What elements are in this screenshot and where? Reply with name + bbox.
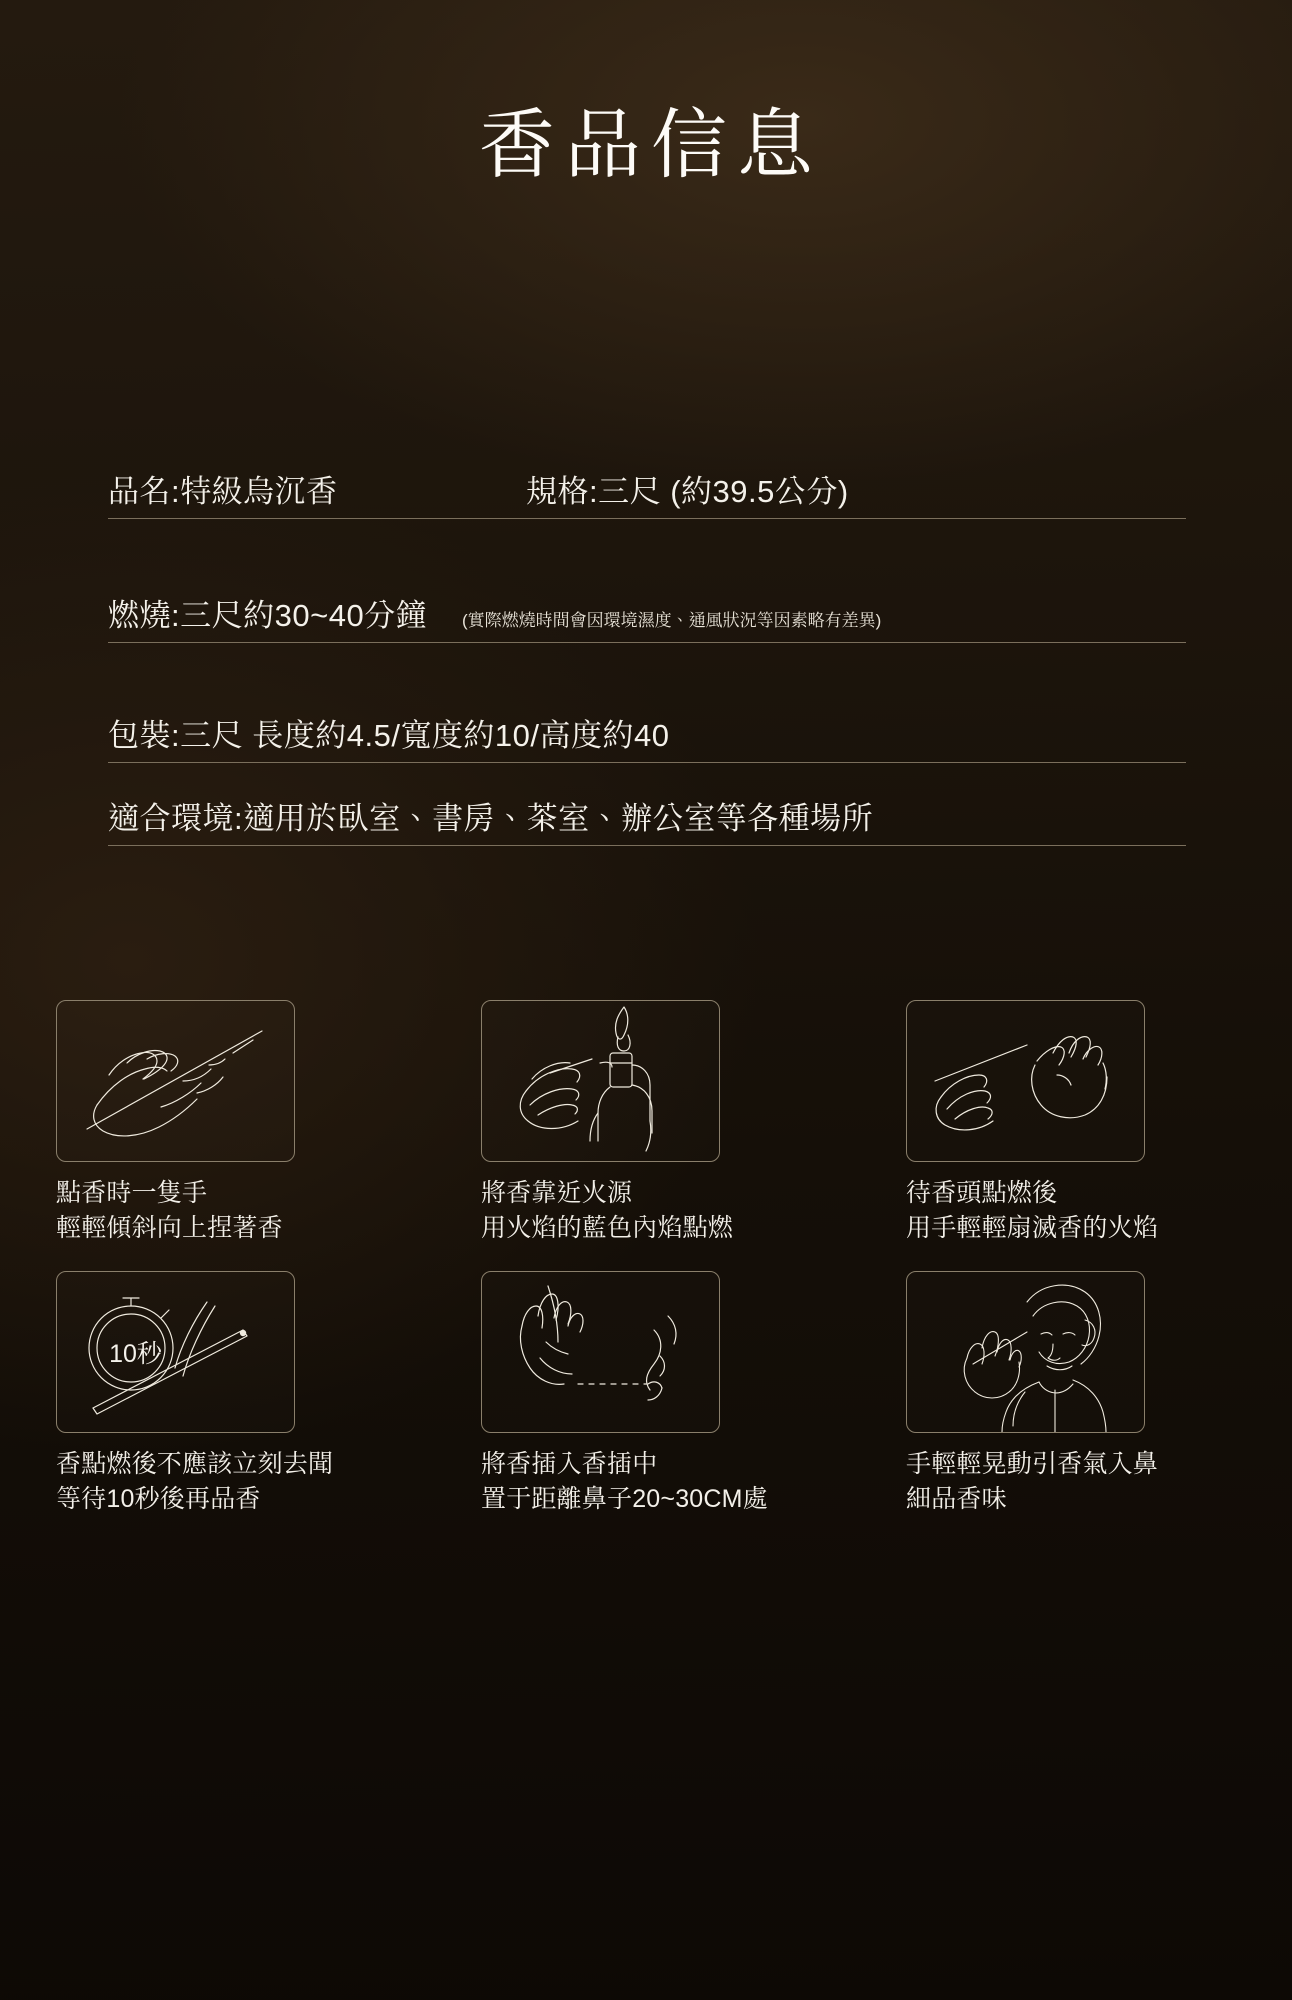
step-place-in-holder bbox=[481, 1271, 816, 1516]
hand-lighter-flame-icon bbox=[481, 1000, 720, 1162]
step-caption bbox=[56, 1176, 391, 1245]
step-caption-line: 香點燃後不應該立刻去聞 bbox=[56, 1450, 334, 1478]
spec-product-name: 品名:特級烏沉香 bbox=[108, 474, 338, 509]
step-hold-incense bbox=[56, 1000, 391, 1245]
spec-burn-time: 燃燒:三尺約30~40分鐘 bbox=[108, 598, 428, 633]
step-caption bbox=[481, 1447, 816, 1516]
step-caption bbox=[906, 1447, 1241, 1516]
step-wait-ten-seconds bbox=[56, 1271, 391, 1516]
step-caption-line: 輕輕傾斜向上捏著香 bbox=[56, 1213, 283, 1242]
step-caption-line: 點香時一隻手 bbox=[56, 1179, 208, 1207]
stopwatch-label: 10秒 bbox=[109, 1340, 162, 1368]
hand-nose-distance-icon bbox=[481, 1271, 720, 1433]
two-hands-fanning-icon bbox=[906, 1000, 1145, 1162]
spec-row-packaging bbox=[108, 706, 1186, 763]
spec-burn-time-note: (實際燃燒時間會因環境濕度、通風狀況等因素略有差異) bbox=[462, 611, 882, 630]
spec-row-environment bbox=[108, 789, 1186, 846]
page-title: 香品信息 bbox=[479, 103, 823, 188]
step-caption-line: 將香插入香插中 bbox=[481, 1450, 658, 1478]
step-caption bbox=[906, 1176, 1241, 1245]
step-waft-aroma bbox=[906, 1271, 1241, 1516]
step-caption-line: 待香頭點燃後 bbox=[906, 1179, 1058, 1207]
hand-holding-incense-icon bbox=[56, 1000, 295, 1162]
step-caption-line: 細品香味 bbox=[906, 1484, 1007, 1513]
spec-environment: 適合環境:適用於臥室、書房、茶室、辦公室等各種場所 bbox=[108, 801, 874, 836]
step-caption bbox=[56, 1447, 391, 1516]
step-caption-line: 用火焰的藍色內焰點燃 bbox=[481, 1213, 734, 1242]
step-light-incense bbox=[481, 1000, 816, 1245]
spec-row-product-name bbox=[108, 462, 1186, 519]
step-caption bbox=[481, 1176, 816, 1245]
step-caption-line: 手輕輕晃動引香氣入鼻 bbox=[906, 1450, 1159, 1478]
spec-size: 規格:三尺 (約39.5公分) bbox=[526, 474, 849, 509]
usage-steps-grid bbox=[56, 1000, 1241, 1516]
step-caption-line: 用手輕輕扇滅香的火焰 bbox=[906, 1213, 1159, 1242]
spec-row-burn-time bbox=[108, 586, 1186, 643]
person-waving-aroma-icon bbox=[906, 1271, 1145, 1433]
step-caption-line: 等待10秒後再品香 bbox=[56, 1484, 261, 1513]
spec-packaging: 包裝:三尺 長度約4.5/寬度約10/高度約40 bbox=[108, 718, 670, 753]
step-caption-line: 將香靠近火源 bbox=[481, 1179, 633, 1207]
step-fan-out-flame bbox=[906, 1000, 1241, 1245]
stopwatch-10s-incense-icon bbox=[56, 1271, 295, 1433]
step-caption-line: 置于距離鼻子20~30CM處 bbox=[481, 1484, 768, 1513]
spec-table bbox=[108, 462, 1186, 846]
